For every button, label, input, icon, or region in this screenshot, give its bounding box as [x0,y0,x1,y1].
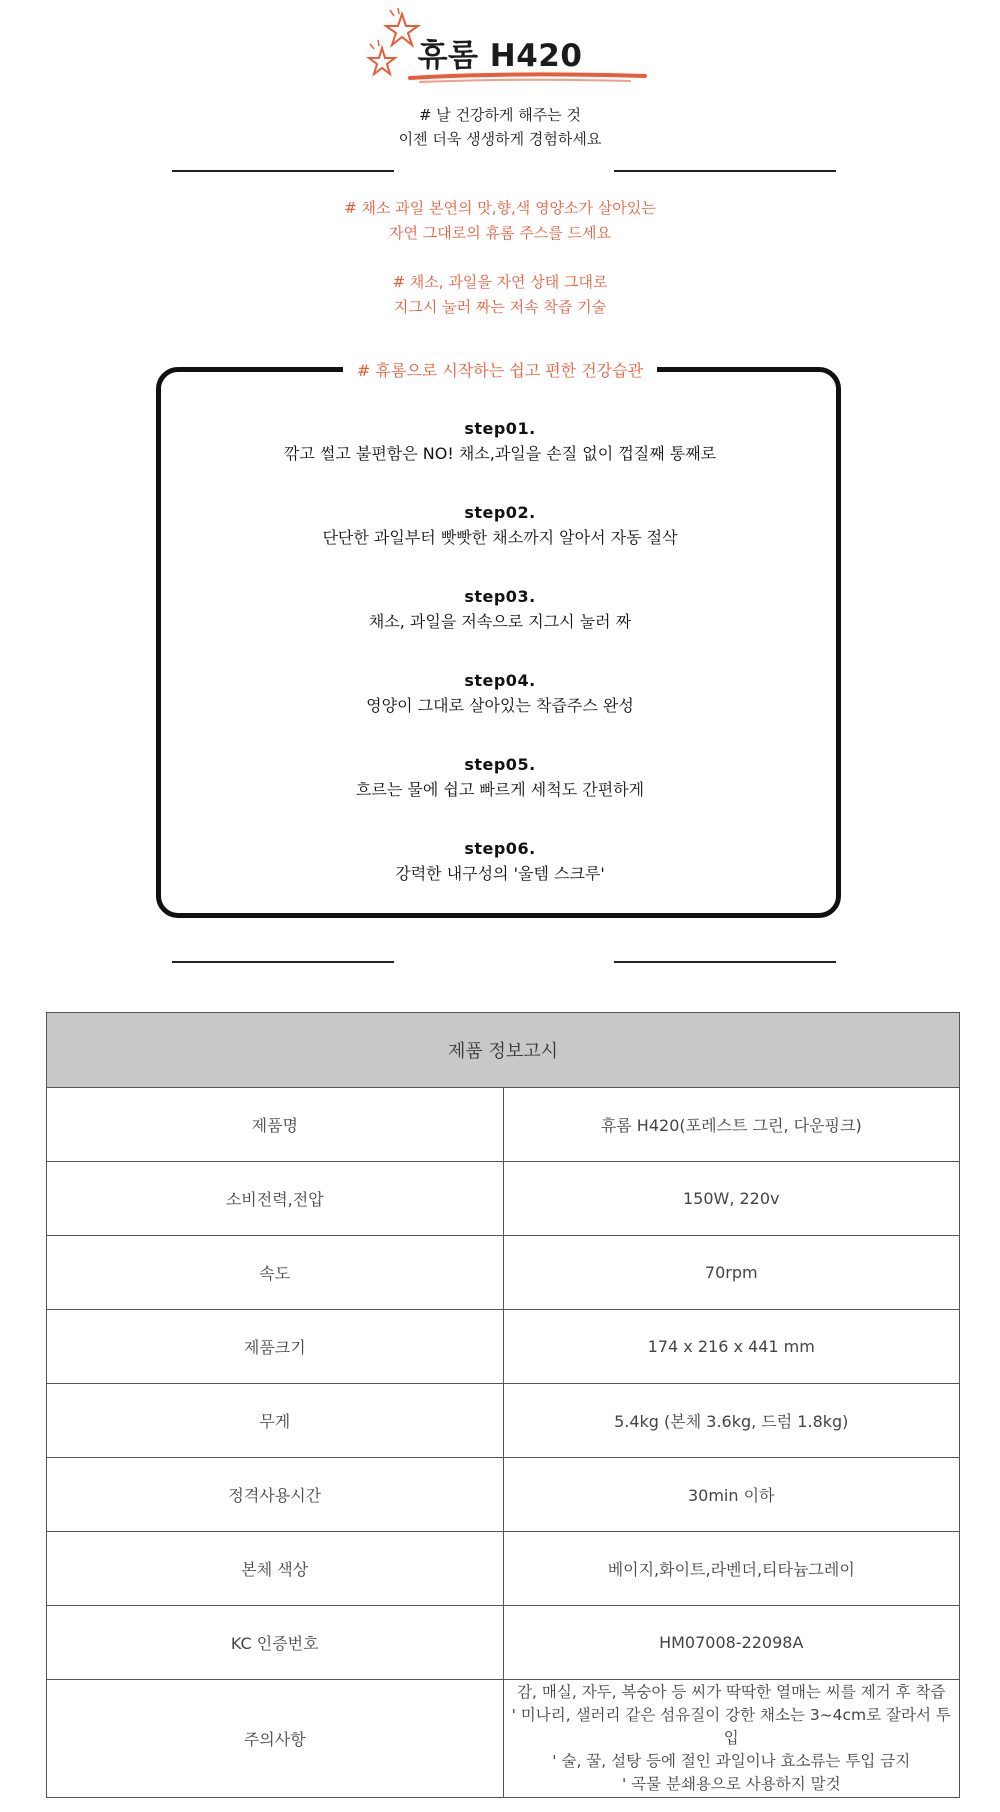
divider-left [172,170,394,172]
step-item [0,417,1000,467]
step-label: step05. [464,755,536,774]
step-text: 깎고 썰고 불편함은 NO! 채소,과일을 손질 없이 껍질째 통째로 [283,444,717,463]
row-key: 제품크기 [47,1310,504,1384]
caution-line: 감, 매실, 자두, 복숭아 등 씨가 딱딱한 열매는 씨를 제거 후 착즙 [517,1683,946,1701]
table-row [47,1532,960,1606]
step-label: step01. [464,419,536,438]
row-value: 휴롬 H420(포레스트 그린, 다운핑크) [503,1088,960,1162]
highlight-line: 자연 그대로의 휴롬 주스를 드세요 [389,224,611,242]
divider-left [172,961,394,963]
step-text: 채소, 과일을 저속으로 지그시 눌러 짜 [368,612,632,631]
table-row [47,1162,960,1236]
table-header-row [47,1013,960,1088]
highlight-1 [0,196,1000,246]
table-row [47,1310,960,1384]
table-row [47,1384,960,1458]
steps-box-header-text: # 휴롬으로 시작하는 쉽고 편한 건강습관 [343,361,657,380]
table-row [47,1458,960,1532]
intro-text [0,103,1000,151]
table-row [47,1088,960,1162]
row-value: 베이지,화이트,라벤더,티타늄그레이 [503,1532,960,1606]
highlight-2 [0,270,1000,320]
row-key: 본체 색상 [47,1532,504,1606]
caution-line: ' 술, 꿀, 설탕 등에 절인 과일이나 효소류는 투입 금지 [552,1752,911,1770]
caution-line: ' 미나리, 샐러리 같은 섬유질이 강한 채소는 3~4cm로 잘라서 투입 [511,1706,951,1747]
row-value: HM07008-22098A [503,1606,960,1680]
intro-line: 이젠 더욱 생생하게 경험하세요 [398,130,602,148]
highlight-line: 지그시 눌러 짜는 저속 착즙 기술 [393,298,607,316]
step-item [0,837,1000,887]
caution-value [503,1680,960,1798]
steps-box-header [0,358,1000,381]
table-title: 제품 정보고시 [47,1013,960,1088]
highlight-line: # 채소, 과일을 자연 상태 그대로 [392,273,608,291]
row-value: 150W, 220v [503,1162,960,1236]
row-key: 무게 [47,1384,504,1458]
divider-right [614,170,836,172]
row-key: 주의사항 [47,1680,504,1798]
step-item [0,585,1000,635]
page-title: 휴롬 H420 [417,38,583,74]
table-row-caution [47,1680,960,1798]
table-row [47,1236,960,1310]
table-row [47,1606,960,1680]
step-text: 강력한 내구성의 '울템 스크루' [395,864,605,883]
row-value: 5.4kg (본체 3.6kg, 드럼 1.8kg) [503,1384,960,1458]
intro-line: # 날 건강하게 해주는 것 [418,106,582,124]
highlight-line: # 채소 과일 본연의 맛,향,색 영양소가 살아있는 [344,199,656,217]
row-value: 70rpm [503,1236,960,1310]
row-value: 174 x 216 x 441 mm [503,1310,960,1384]
row-value: 30min 이하 [503,1458,960,1532]
step-label: step03. [464,587,536,606]
caution-line: ' 곡물 분쇄용으로 사용하지 말것 [621,1775,841,1793]
divider-right [614,961,836,963]
step-label: step06. [464,839,536,858]
step-item [0,753,1000,803]
step-text: 영양이 그대로 살아있는 착즙주스 완성 [366,696,634,715]
step-item [0,669,1000,719]
step-label: step04. [464,671,536,690]
step-text: 흐르는 물에 쉽고 빠르게 세척도 간편하게 [355,780,645,799]
row-key: KC 인증번호 [47,1606,504,1680]
step-label: step02. [464,503,536,522]
row-key: 제품명 [47,1088,504,1162]
step-item [0,501,1000,551]
row-key: 정격사용시간 [47,1458,504,1532]
step-text: 단단한 과일부터 빳빳한 채소까지 알아서 자동 절삭 [322,528,678,547]
row-key: 속도 [47,1236,504,1310]
product-info-table [46,1012,960,1798]
row-key: 소비전력,전압 [47,1162,504,1236]
